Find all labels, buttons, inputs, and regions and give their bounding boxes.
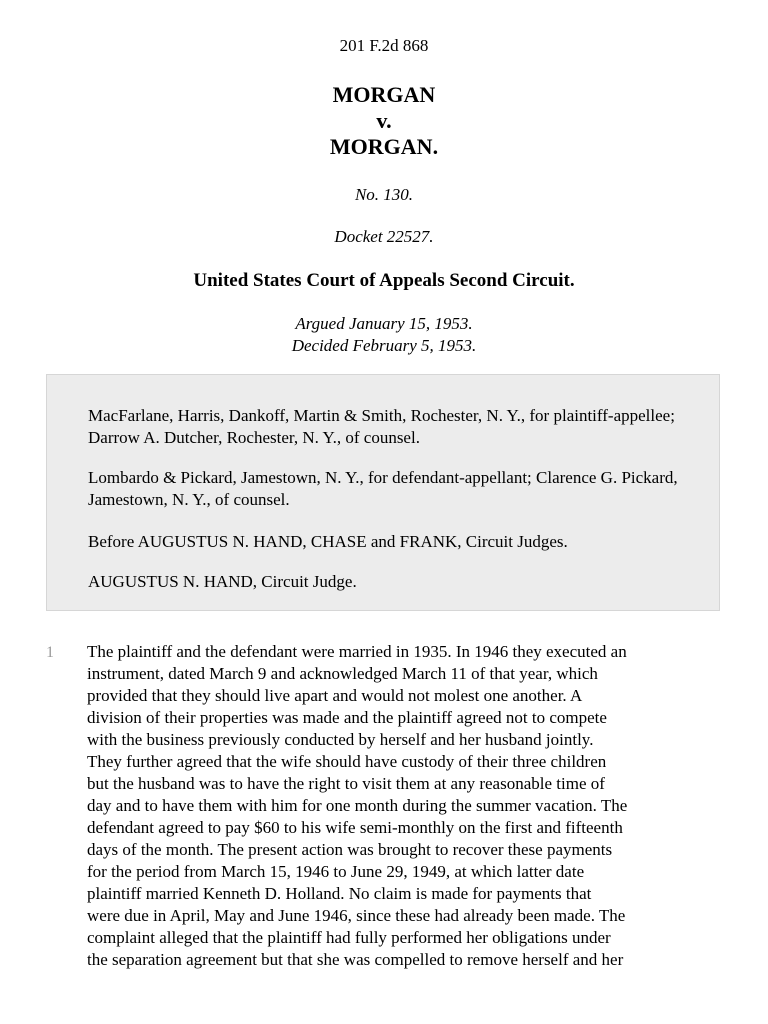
- paragraph-line: plaintiff married Kenneth D. Holland. No claim is made for payments that: [87, 884, 592, 903]
- case-number: No. 130.: [354, 185, 414, 204]
- decided-date: Decided February 5, 1953.: [291, 336, 477, 355]
- case-dates: [0, 313, 768, 357]
- docket-number: Docket 22527.: [334, 227, 434, 246]
- paragraph-line: days of the month. The present action was brought to recover these payments: [87, 840, 613, 859]
- paragraph-line: complaint alleged that the plaintiff had fully performed her obligations under: [87, 928, 611, 947]
- opinion-author: AUGUSTUS N. HAND, Circuit Judge.: [88, 572, 357, 591]
- case-title: [0, 82, 768, 160]
- paragraph-line: for the period from March 15, 1946 to June 29, 1949, at which latter date: [87, 862, 585, 881]
- party-defendant: MORGAN.: [329, 134, 439, 159]
- party-plaintiff: MORGAN: [332, 82, 436, 107]
- paragraph-line: with the business previously conducted by herself and her husband jointly.: [87, 730, 594, 749]
- paragraph-line: provided that they should live apart and would not molest one another. A: [87, 686, 583, 705]
- paragraph-number: 1: [46, 644, 54, 661]
- paragraph-line: instrument, dated March 9 and acknowledged March 11 of that year, which: [87, 664, 598, 683]
- paragraph-line: They further agreed that the wife should have custody of their three children: [87, 752, 607, 771]
- appellee-counsel: MacFarlane, Harris, Dankoff, Martin & Smith, Rochester, N. Y., for plaintiff-appellee; Darrow A. Dutcher, Rochester, N. Y., of counsel.: [88, 406, 675, 447]
- opinion-paragraph: [87, 641, 727, 971]
- paragraph-line: The plaintiff and the defendant were married in 1935. In 1946 they executed an: [87, 642, 627, 661]
- paragraph-line: day and to have them with him for one month during the summer vacation. The: [87, 796, 628, 815]
- paragraph-line: defendant agreed to pay $60 to his wife semi-monthly on the first and fifteenth: [87, 818, 623, 837]
- case-citation: 201 F.2d 868: [339, 36, 429, 55]
- paragraph-line: division of their properties was made and the plaintiff agreed not to compete: [87, 708, 607, 727]
- versus-label: v.: [376, 108, 392, 133]
- paragraph-line: the separation agreement but that she was compelled to remove herself and her: [87, 950, 624, 969]
- paragraph-line: but the husband was to have the right to visit them at any reasonable time of: [87, 774, 605, 793]
- appellant-counsel: Lombardo & Pickard, Jamestown, N. Y., for defendant-appellant; Clarence G. Pickard, Jamestown, N. Y., of counsel.: [88, 468, 678, 509]
- court-name: United States Court of Appeals Second Circuit.: [193, 270, 575, 291]
- paragraph-line: were due in April, May and June 1946, since these had already been made. The: [87, 906, 626, 925]
- counsel-panel: [46, 374, 720, 611]
- argued-date: Argued January 15, 1953.: [295, 314, 473, 333]
- bench-judges: Before AUGUSTUS N. HAND, CHASE and FRANK, Circuit Judges.: [88, 532, 568, 551]
